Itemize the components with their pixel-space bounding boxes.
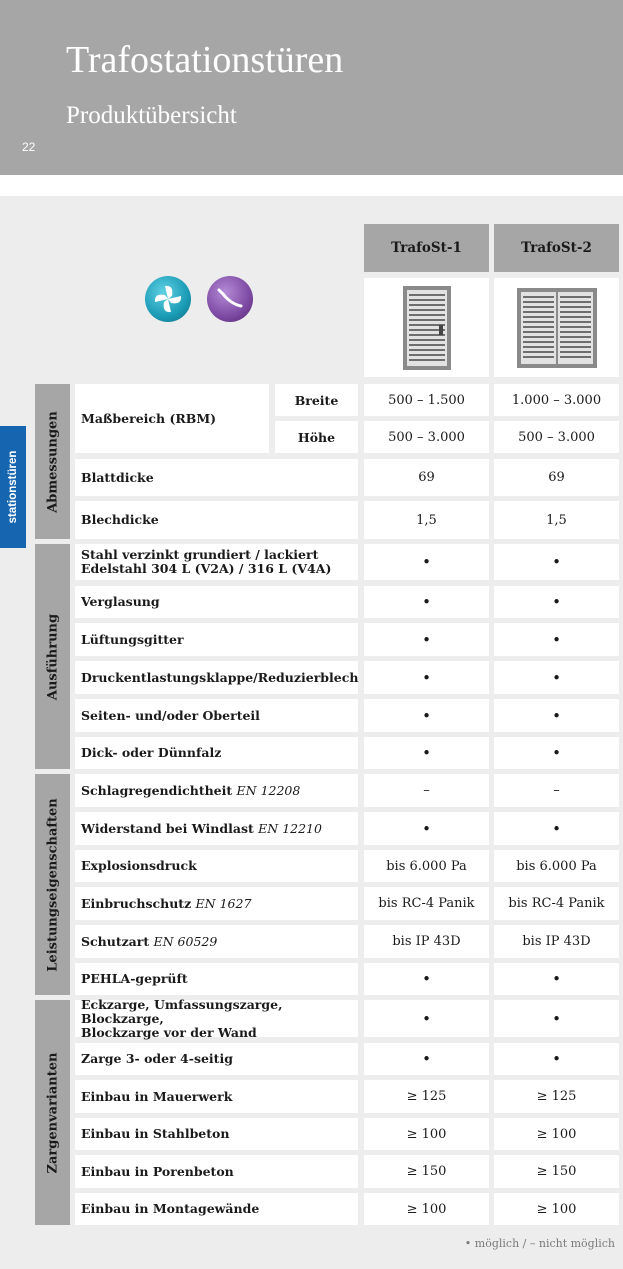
row-label-montagewaende: Einbau in Montagewände	[75, 1193, 358, 1225]
page-subtitle: Produktübersicht	[66, 102, 237, 129]
group-ausfuehrung	[35, 544, 70, 769]
header	[0, 0, 623, 175]
cell-stahlbeton-trafost-1: ≥ 100	[364, 1118, 489, 1150]
cell-einbruchschutz-trafost-1: bis RC-4 Panik	[364, 887, 489, 920]
norm-text: EN 12208	[236, 782, 301, 798]
cell-windlast-trafost-1: •	[364, 812, 489, 845]
row-label-einbruchschutz	[75, 887, 358, 920]
label-text: Schlagregendichtheit	[81, 782, 233, 798]
group-label: Leistungseigenschaften	[45, 797, 60, 972]
cell-schlagregen-trafost-1: –	[364, 774, 489, 807]
cell-porenbeton-trafost-2: ≥ 150	[494, 1155, 619, 1188]
cell-hoehe-trafost-1: 500 – 3.000	[364, 421, 489, 453]
sub-label-breite: Breite	[275, 384, 358, 416]
row-label-stahlbeton: Einbau in Stahlbeton	[75, 1118, 358, 1150]
cell-schutzart-trafost-1: bis IP 43D	[364, 925, 489, 958]
label-text: Einbruchschutz	[81, 895, 192, 911]
cell-stahl-trafost-1: •	[364, 544, 489, 580]
norm-text: EN 60529	[153, 933, 218, 949]
side-tab[interactable]	[0, 426, 26, 548]
cell-falz-trafost-2: •	[494, 737, 619, 769]
cell-mauerwerk-trafost-1: ≥ 125	[364, 1080, 489, 1113]
row-label-stahl	[75, 544, 358, 580]
label-text: Widerstand bei Windlast	[81, 820, 254, 836]
row-label-schlagregen	[75, 774, 358, 807]
group-abmessungen	[35, 384, 70, 539]
cell-falz-trafost-1: •	[364, 737, 489, 769]
tool-icon	[207, 276, 253, 322]
cell-blattdicke-trafost-1: 69	[364, 459, 489, 496]
row-label-stahl-line2: Edelstahl 304 L (V2A) / 316 L (V4A)	[81, 561, 332, 576]
cell-pehla-trafost-1: •	[364, 963, 489, 995]
side-tab-label: stationstüren	[7, 450, 19, 524]
cell-mauerwerk-trafost-2: ≥ 125	[494, 1080, 619, 1113]
row-label-zarge-34: Zarge 3- oder 4-seitig	[75, 1043, 358, 1075]
cell-blechdicke-trafost-2: 1,5	[494, 501, 619, 539]
cell-pehla-trafost-2: •	[494, 963, 619, 995]
row-label-windlast	[75, 812, 358, 845]
row-label-mauerwerk: Einbau in Mauerwerk	[75, 1080, 358, 1113]
cell-windlast-trafost-2: •	[494, 812, 619, 845]
cell-verglasung-trafost-2: •	[494, 586, 619, 618]
cell-eckzarge-trafost-2: •	[494, 1000, 619, 1037]
cell-porenbeton-trafost-1: ≥ 150	[364, 1155, 489, 1188]
cell-seitenteil-trafost-1: •	[364, 699, 489, 732]
group-zargenvarianten	[35, 1000, 70, 1225]
trafost-1-image	[364, 278, 489, 377]
page-title: Trafostationstüren	[66, 39, 344, 81]
group-label: Abmessungen	[45, 410, 60, 513]
cell-zarge-34-trafost-1: •	[364, 1043, 489, 1075]
cell-breite-trafost-1: 500 – 1.500	[364, 384, 489, 416]
row-label-verglasung: Verglasung	[75, 586, 358, 618]
cell-stahlbeton-trafost-2: ≥ 100	[494, 1118, 619, 1150]
cell-lueftungsgitter-trafost-2: •	[494, 623, 619, 656]
cell-explosionsdruck-trafost-1: bis 6.000 Pa	[364, 850, 489, 882]
cell-explosionsdruck-trafost-2: bis 6.000 Pa	[494, 850, 619, 882]
row-label-stahl-line1: Stahl verzinkt grundiert / lackiert	[81, 547, 319, 562]
group-label: Zargenvarianten	[45, 1052, 60, 1173]
row-label-druckentlastung: Druckentlastungsklappe/Reduzierblech	[75, 661, 358, 694]
cell-blechdicke-trafost-1: 1,5	[364, 501, 489, 539]
row-label-eckzarge-line1: Eckzarge, Umfassungszarge, Blockzarge,	[81, 996, 283, 1026]
row-label-pehla: PEHLA-geprüft	[75, 963, 358, 995]
row-label-schutzart	[75, 925, 358, 958]
cell-druckentlastung-trafost-2: •	[494, 661, 619, 694]
cell-schlagregen-trafost-2: –	[494, 774, 619, 807]
group-leistungseigenschaften	[35, 774, 70, 995]
row-label-explosionsdruck: Explosionsdruck	[75, 850, 358, 882]
column-header-trafost-1: TrafoSt-1	[364, 224, 489, 272]
cell-einbruchschutz-trafost-2: bis RC-4 Panik	[494, 887, 619, 920]
row-label-massbereich: Maßbereich (RBM)	[75, 384, 269, 453]
group-label: Ausführung	[45, 613, 60, 700]
page-number: 22	[22, 140, 36, 154]
cell-montagewaende-trafost-1: ≥ 100	[364, 1193, 489, 1225]
cell-blattdicke-trafost-2: 69	[494, 459, 619, 496]
cell-seitenteil-trafost-2: •	[494, 699, 619, 732]
cell-druckentlastung-trafost-1: •	[364, 661, 489, 694]
row-label-eckzarge	[75, 996, 358, 1040]
row-label-seitenteil: Seiten- und/oder Oberteil	[75, 699, 358, 732]
cell-montagewaende-trafost-2: ≥ 100	[494, 1193, 619, 1225]
trafost-2-image	[494, 278, 619, 377]
row-label-eckzarge-line2: Blockzarge vor der Wand	[81, 1024, 257, 1040]
row-label-blattdicke: Blattdicke	[75, 459, 358, 496]
norm-text: EN 12210	[258, 820, 322, 836]
cell-stahl-trafost-2: •	[494, 544, 619, 580]
row-label-falz: Dick- oder Dünnfalz	[75, 737, 358, 769]
cell-eckzarge-trafost-1: •	[364, 1000, 489, 1037]
row-label-porenbeton: Einbau in Porenbeton	[75, 1155, 358, 1188]
cell-zarge-34-trafost-2: •	[494, 1043, 619, 1075]
column-header-trafost-2: TrafoSt-2	[494, 224, 619, 272]
cell-lueftungsgitter-trafost-1: •	[364, 623, 489, 656]
cell-verglasung-trafost-1: •	[364, 586, 489, 618]
cell-schutzart-trafost-2: bis IP 43D	[494, 925, 619, 958]
cell-breite-trafost-2: 1.000 – 3.000	[494, 384, 619, 416]
row-label-blechdicke: Blechdicke	[75, 501, 358, 539]
cell-hoehe-trafost-2: 500 – 3.000	[494, 421, 619, 453]
sub-label-hoehe: Höhe	[275, 421, 358, 453]
ventilation-fan-icon	[145, 276, 191, 322]
norm-text: EN 1627	[195, 895, 252, 911]
row-label-lueftungsgitter: Lüftungsgitter	[75, 623, 358, 656]
legend: • möglich / – nicht möglich	[464, 1237, 615, 1250]
label-text: Schutzart	[81, 933, 150, 949]
